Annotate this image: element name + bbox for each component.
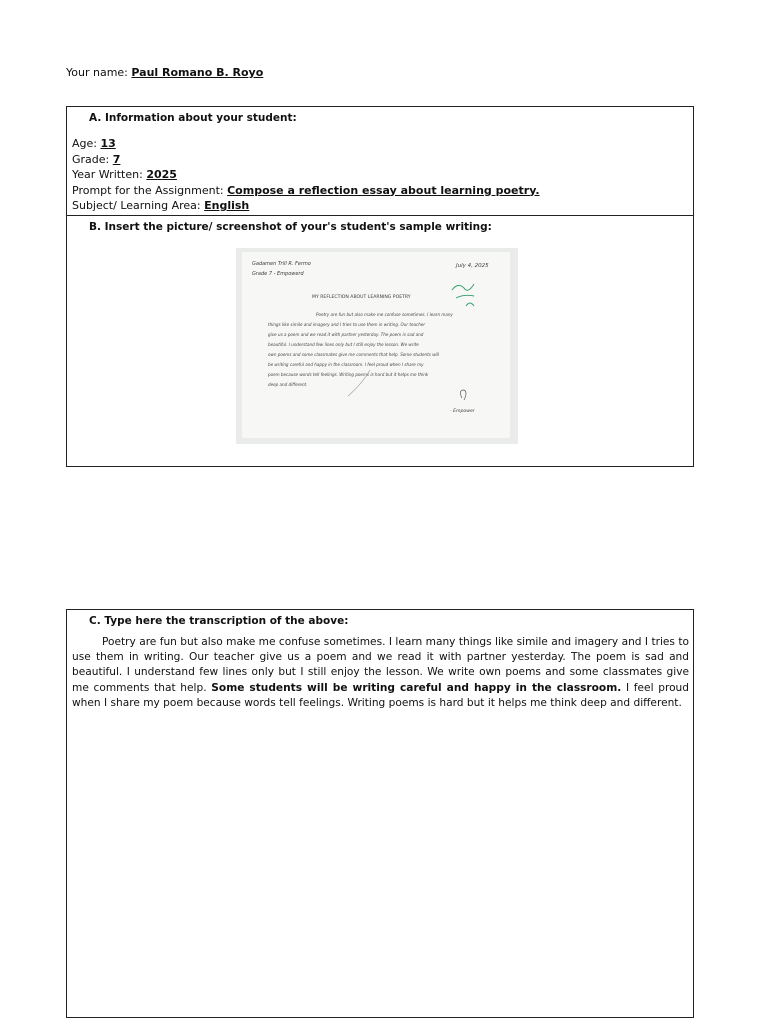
handwriting-photo (236, 248, 518, 444)
student-info-fields (72, 136, 540, 214)
photo-line: own poems and some classmates give me comments that help. Some students will (268, 352, 439, 357)
photo-line: beautiful. I understand few lines only but I still enjoy the lesson. We write (268, 342, 419, 347)
field-year (72, 167, 540, 183)
field-age-value: 13 (100, 137, 116, 150)
photo-line: deep and different. (268, 382, 308, 387)
field-grade (72, 152, 540, 168)
name-label: Your name: (66, 66, 128, 79)
photo-line: Poetry are fun but also make me confuse sometimes. I learn many (316, 312, 453, 317)
handwriting-photo-svg (236, 248, 518, 444)
section-a-title: A. Information about your student: (89, 112, 297, 124)
transcription-paragraph (72, 635, 689, 711)
field-age (72, 136, 540, 152)
photo-line: give us a poem and we read it with partner yesterday. The poem is sad and (268, 332, 424, 337)
section-b-title: B. Insert the picture/ screenshot of your's student's sample writing: (89, 221, 492, 233)
field-subject (72, 198, 540, 214)
field-grade-value: 7 (112, 152, 121, 166)
section-b-writing-sample (66, 215, 694, 467)
student-teacher-name (66, 66, 263, 79)
section-a-student-info (66, 106, 694, 216)
section-c-title: C. Type here the transcription of the above: (89, 615, 349, 627)
photo-line: be writing careful and happy in the classroom. I feel proud when I share my (268, 362, 424, 367)
field-age-label: Age: (72, 137, 97, 150)
transcription-text-before: Poetry are fun but also make me confuse sometimes. I learn many things like simile and imagery and I tries to use them in writing. Our teacher give us a poem and we read it with partner yesterday. The poem is sad and beautiful. I understand few lines only but I still enjoy the lesson. We write own poems and some classmates give me comments that help. (72, 636, 689, 694)
photo-title: MY REFLECTION ABOUT LEARNING POETRY (312, 295, 411, 300)
field-year-label: Year Written: (72, 168, 143, 181)
field-prompt-label: Prompt for the Assignment: (72, 183, 224, 197)
transcription-text-after: I feel proud when I share my poem because words tell feelings. Writing poems is hard but it helps me think deep and different. (72, 681, 689, 709)
field-year-value: 2025 (146, 168, 177, 181)
transcription-text-bold: Some students will be writing careful and happy in the classroom. (211, 681, 622, 694)
field-prompt-value: Compose a reflection essay about learning poetry. (227, 183, 540, 197)
section-c-transcription (66, 609, 694, 1018)
photo-header-left-2: Grade 7 - Empowerd (252, 271, 304, 277)
photo-line: things like simile and imagery and I tries to use them in writing. Our teacher (268, 322, 426, 327)
name-value: Paul Romano B. Royo (131, 66, 264, 79)
field-subject-value: English (204, 199, 250, 212)
field-subject-label: Subject/ Learning Area: (72, 199, 201, 212)
photo-line: poem because words tell feelings. Writing poems is hard but it helps me think (268, 372, 429, 377)
field-prompt (72, 183, 540, 199)
photo-header-left-1: Gadamen Trill R. Fermo (252, 261, 311, 267)
photo-date: July 4, 2025 (456, 263, 489, 269)
field-grade-label: Grade: (72, 152, 110, 166)
photo-signature: - Empower (450, 409, 475, 414)
